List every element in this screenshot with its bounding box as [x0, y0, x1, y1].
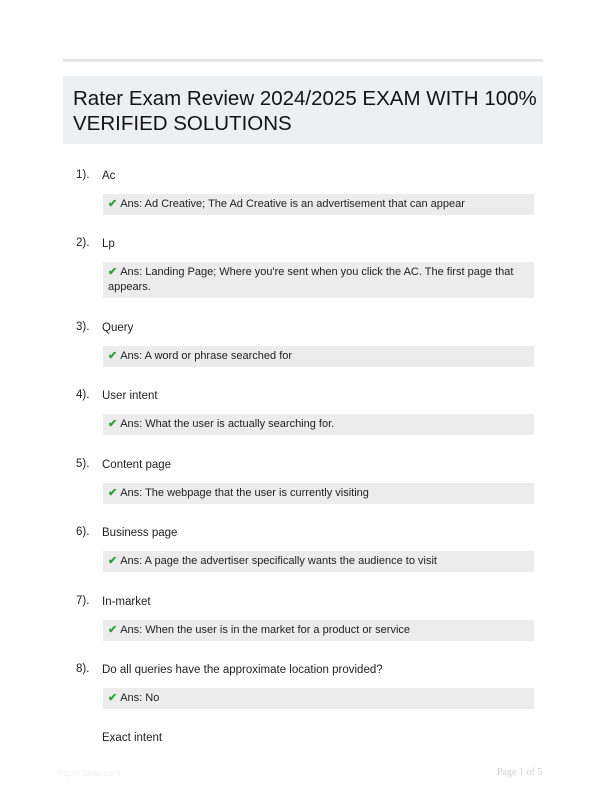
check-icon: ✔: [108, 350, 118, 362]
answer-text: Ans: A page the advertiser specifically wants the audience to visit: [120, 555, 437, 567]
question-number: 4).: [76, 389, 90, 401]
title-banner: [63, 76, 543, 144]
document-title: Rater Exam Review 2024/2025 EXAM WITH 100% VERIFIED SOLUTIONS: [73, 87, 537, 135]
footer-site: PaperSible.com: [57, 768, 121, 778]
check-icon: ✔: [108, 198, 118, 210]
question-text: Ac: [102, 170, 116, 182]
answer-box: [103, 483, 534, 504]
question-text: In-market: [102, 596, 151, 608]
answer-box: [103, 620, 534, 641]
answer-text: Ans: When the user is in the market for a product or service: [120, 624, 411, 636]
question-text: Business page: [102, 527, 178, 539]
answer-text: Ans: Landing Page; Where you're sent when you click the AC. The first page that appears.: [108, 266, 514, 293]
check-icon: ✔: [108, 624, 118, 636]
check-icon: ✔: [108, 487, 118, 499]
check-icon: ✔: [108, 555, 118, 567]
question-number: 6).: [76, 526, 90, 538]
question-text: Query: [102, 322, 134, 334]
question-number: 1).: [76, 169, 90, 181]
question-number: 2).: [76, 237, 90, 249]
question-number: 7).: [76, 595, 90, 607]
check-icon: ✔: [108, 418, 118, 430]
question-text: Exact intent: [102, 732, 163, 744]
check-icon: ✔: [108, 692, 118, 704]
question-text: User intent: [102, 390, 158, 402]
answer-box: [103, 346, 534, 367]
answer-text: Ans: What the user is actually searching for.: [120, 418, 335, 430]
answer-text: Ans: A word or phrase searched for: [120, 350, 293, 362]
question-text: Lp: [102, 238, 115, 250]
page-number: Page 1 of 5: [497, 767, 543, 778]
answer-text: Ans: The webpage that the user is currently visiting: [120, 487, 369, 499]
answer-box: [103, 688, 534, 709]
answer-box: [103, 194, 534, 215]
top-divider: [63, 59, 543, 62]
question-number: 3).: [76, 321, 90, 333]
question-number: 5).: [76, 458, 90, 470]
answer-box: [103, 262, 534, 298]
check-icon: ✔: [108, 266, 118, 278]
answer-text: Ans: No: [120, 692, 160, 704]
answer-box: [103, 551, 534, 572]
answer-box: [103, 414, 534, 435]
question-text: Do all queries have the approximate location provided?: [102, 664, 383, 676]
question-text: Content page: [102, 459, 172, 471]
question-number: 8).: [76, 663, 90, 675]
answer-text: Ans: Ad Creative; The Ad Creative is an advertisement that can appear: [120, 198, 465, 210]
